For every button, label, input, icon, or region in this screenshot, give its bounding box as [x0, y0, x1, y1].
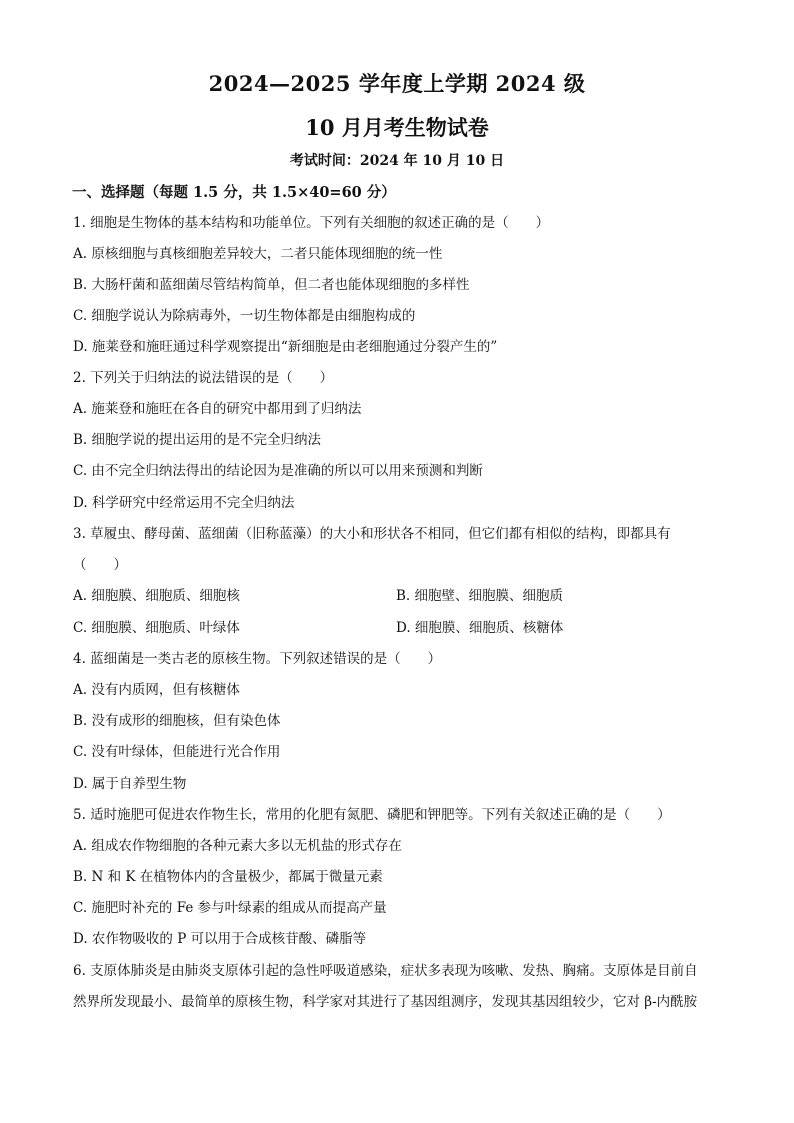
- question-4-option-b: B. 没有成形的细胞核，但有染色体: [73, 713, 281, 729]
- question-2-option-b: B. 细胞学说的提出运用的是不完全归纳法: [73, 432, 322, 448]
- question-3-option-d: D. 细胞膜、细胞质、核糖体: [396, 620, 564, 636]
- question-3-option-a: A. 细胞膜、细胞质、细胞核: [73, 588, 240, 604]
- question-2-option-d: D. 科学研究中经常运用不完全归纳法: [73, 495, 295, 511]
- question-3-option-b: B. 细胞壁、细胞膜、细胞质: [396, 588, 564, 604]
- question-4-option-d: D. 属于自养型生物: [73, 776, 187, 792]
- exam-title-line2: 10 月月考生物试卷: [305, 115, 489, 140]
- question-5-option-b: B. N 和 K 在植物体内的含量极少，都属于微量元素: [73, 869, 383, 885]
- exam-title-line1: 2024—2025 学年度上学期 2024 级: [208, 71, 586, 96]
- question-3-stem-line1: 3. 草履虫、酵母菌、蓝细菌（旧称蓝藻）的大小和形状各不相同，但它们都有相似的结构，即都具有: [73, 526, 671, 542]
- question-5-option-a: A. 组成农作物细胞的各种元素大多以无机盐的形式存在: [73, 838, 402, 854]
- question-4-option-a: A. 没有内质网，但有核糖体: [73, 682, 240, 698]
- question-6-stem-line1: 6. 支原体肺炎是由肺炎支原体引起的急性呼吸道感染，症状多表现为咳嗽、发热、胸痛。支原体是目前自: [73, 963, 698, 979]
- section-heading: 一、选择题（每题 1.5 分，共 1.5×40=60 分）: [72, 184, 396, 201]
- question-4-option-c: C. 没有叶绿体，但能进行光合作用: [73, 744, 281, 760]
- question-3-option-c: C. 细胞膜、细胞质、叶绿体: [73, 620, 240, 636]
- question-1-option-c: C. 细胞学说认为除病毒外，一切生物体都是由细胞构成的: [73, 308, 416, 324]
- exam-time: 考试时间：2024 年 10 月 10 日: [289, 153, 505, 169]
- question-5-option-c: C. 施肥时补充的 Fe 参与叶绿素的组成从而提高产量: [73, 900, 387, 916]
- question-1-stem: 1. 细胞是生物体的基本结构和功能单位。下列有关细胞的叙述正确的是（ ）: [73, 215, 550, 231]
- question-2-option-c: C. 由不完全归纳法得出的结论因为是准确的所以可以用来预测和判断: [73, 463, 483, 479]
- question-1-option-d: D. 施莱登和施旺通过科学观察提出“新细胞是由老细胞通过分裂产生的”: [73, 339, 498, 355]
- question-5-stem: 5. 适时施肥可促进农作物生长，常用的化肥有氮肥、磷肥和钾肥等。下列有关叙述正确的是（ ）: [73, 807, 671, 823]
- question-1-option-a: A. 原核细胞与真核细胞差异较大，二者只能体现细胞的统一性: [73, 246, 443, 262]
- question-1-option-b: B. 大肠杆菌和蓝细菌尽管结构简单，但二者也能体现细胞的多样性: [73, 277, 470, 293]
- question-2-stem: 2. 下列关于归纳法的说法错误的是（ ）: [73, 370, 334, 386]
- question-6-stem-line2: 然界所发现最小、最简单的原核生物，科学家对其进行了基因组测序，发现其基因组较少，它对 β-内酰胺: [73, 994, 698, 1010]
- question-5-option-d: D. 农作物吸收的 P 可以用于合成核苷酸、磷脂等: [73, 931, 367, 947]
- question-4-stem: 4. 蓝细菌是一类古老的原核生物。下列叙述错误的是（ ）: [73, 651, 442, 667]
- question-3-stem-line2: （ ）: [73, 557, 127, 573]
- question-2-option-a: A. 施莱登和施旺在各自的研究中都用到了归纳法: [73, 401, 362, 417]
